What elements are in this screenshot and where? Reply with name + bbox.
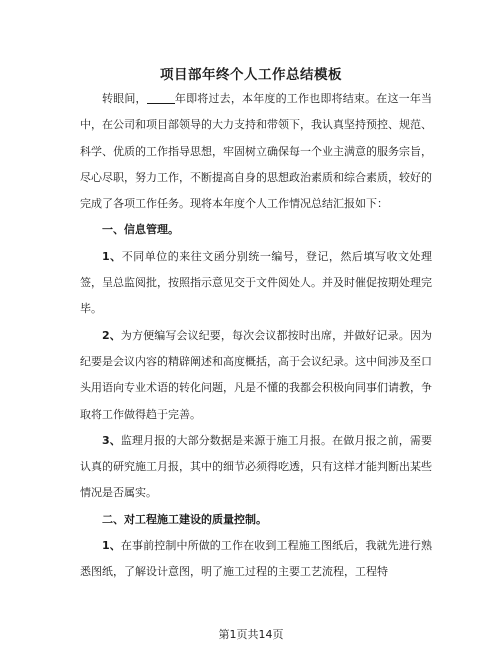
section-heading-info-management: 一、信息管理。: [102, 223, 179, 237]
intro-paragraph: [80, 86, 432, 217]
document-title: 项目部年终个人工作总结模板: [160, 67, 342, 83]
list-item-number: 3、: [102, 433, 121, 447]
section-heading-quality-control: 二、对工程施工建设的质量控制。: [102, 512, 267, 526]
list-item-1: [80, 244, 432, 323]
list-item-text: 在事前控制中所做的工作在收到工程施工图纸后，我就先进行熟悉图纸，了解设计意图，明了施工过程的主要工艺流程，工程特: [80, 539, 433, 579]
list-item-number: 1、: [102, 249, 122, 263]
list-item-3: [80, 428, 432, 507]
intro-text-start: 转眼间，: [102, 92, 147, 105]
list-item-2: [80, 323, 432, 428]
list-item-text: 不同单位的来往文函分别统一编号，登记，然后填写收文处理签，呈总监阅批，按照指示意见交于文件阅处人。并及时催促按期处理完毕。: [80, 249, 433, 316]
list-item-number: 1、: [102, 539, 121, 553]
intro-text-rest: 年即将过去，本年度的工作也即将结束。在这一年当中，在公司和项目部领导的大力支持和带领下，我认真坚持预控、规范、科学、优质的工作指导思想，牢固树立确保每一个业主满意的服务宗旨，尽心尽职，努力工作，不断提高自身的思想政治素质和综合素质，较好的完成了各项工作任务。现将本年度个人工作情况总结汇报如下：: [80, 92, 433, 211]
page-footer: 第1页共14页: [218, 628, 284, 641]
document-body: [80, 86, 432, 586]
list-item-number: 2、: [102, 328, 121, 342]
list-item-4: [80, 533, 432, 586]
year-blank: [147, 91, 175, 104]
list-item-text: 监理月报的大部分数据是来源于施工月报。在做月报之前，需要认真的研究施工月报，其中的细节必须得吃透，只有这样才能判断出某些情况是否属实。: [80, 433, 433, 500]
list-item-text: 为方便编写会议纪要，每次会议都按时出席，并做好记录。因为纪要是会议内容的精辟阐述和高度概括，高于会议纪录。这中间涉及至口头用语向专业术语的转化问题，凡是不懂的我都会积极向同事们请教，争取将工作做得趋于完善。: [80, 328, 433, 421]
